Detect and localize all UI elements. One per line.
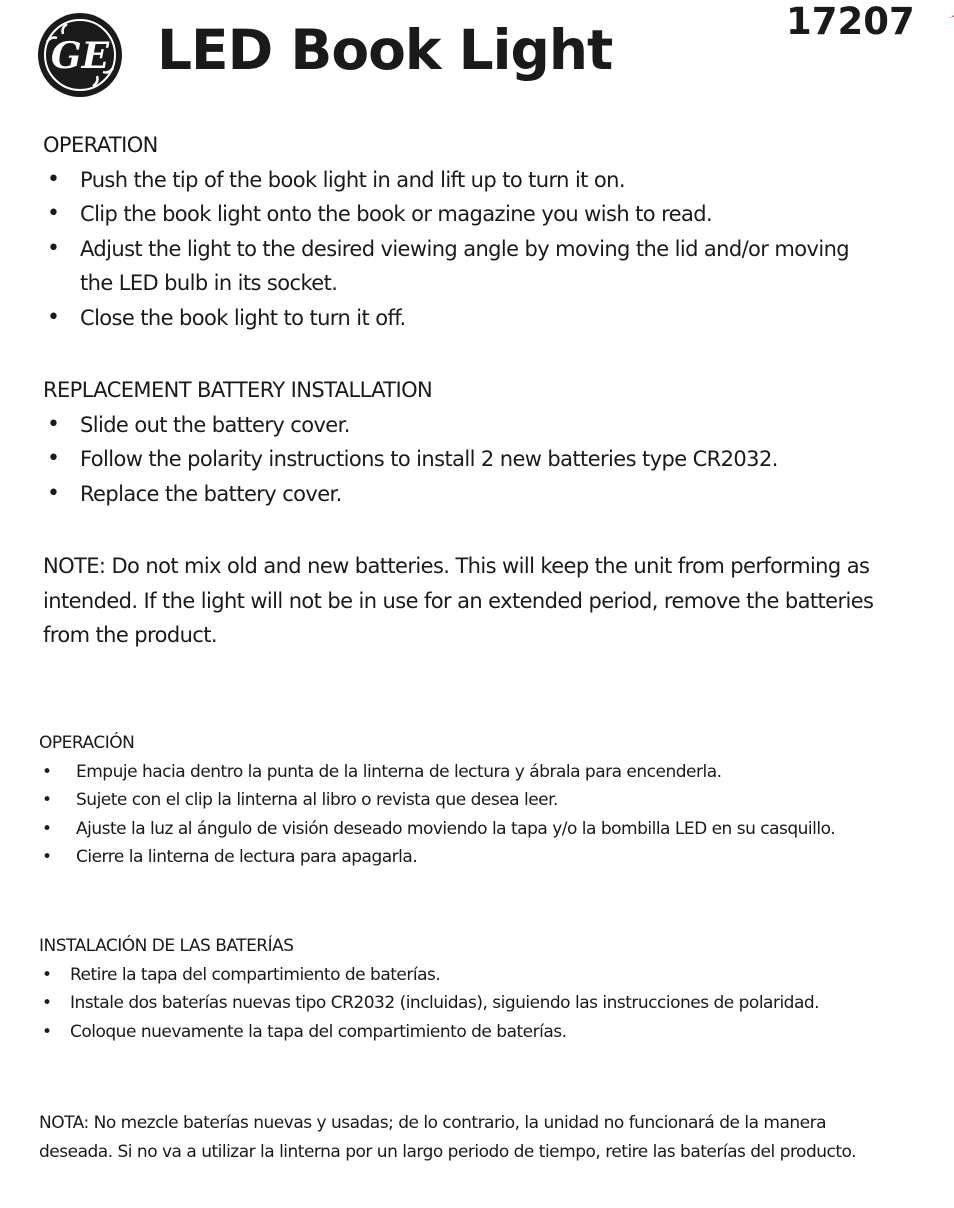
es-note-section bbox=[39, 1109, 884, 1166]
list-item: • Cierre la linterna de lectura para apagarla. bbox=[39, 843, 879, 872]
es-operation-heading: OPERACIÓN bbox=[39, 733, 135, 753]
bullet-icon: • bbox=[47, 235, 60, 261]
es-battery-section bbox=[39, 932, 879, 1046]
es-operation-section bbox=[39, 729, 879, 872]
ge-logo bbox=[37, 12, 123, 98]
bullet-icon: • bbox=[42, 790, 52, 810]
bullet-icon: • bbox=[47, 166, 60, 192]
bullet-icon: • bbox=[42, 761, 52, 782]
bullet-icon: • bbox=[47, 201, 60, 226]
list-item: • Sujete con el clip la linterna al libro o revista que desea leer. bbox=[39, 786, 879, 815]
bullet-icon: • bbox=[47, 480, 60, 506]
en-operation-section bbox=[43, 128, 923, 335]
ge-logo-text: GE bbox=[50, 35, 110, 77]
es-operation-list bbox=[39, 758, 879, 872]
en-operation-heading: OPERATION bbox=[43, 133, 158, 157]
bullet-icon: • bbox=[42, 964, 52, 985]
bullet-icon: • bbox=[42, 847, 52, 867]
list-item: • Instale dos baterías nuevas tipo CR2032 (incluidas), siguiendo las instrucciones de polaridad. bbox=[39, 989, 839, 1018]
list-item: • Follow the polarity instructions to install 2 new batteries type CR2032. bbox=[43, 442, 923, 477]
es-battery-heading: INSTALACIÓN DE LAS BATERÍAS bbox=[39, 936, 294, 956]
bullet-icon: • bbox=[47, 446, 60, 471]
list-item: • Ajuste la luz al ángulo de visión deseado moviendo la tapa y/o la bombilla LED en su casquillo. bbox=[39, 815, 869, 844]
en-note-text: NOTE: Do not mix old and new batteries. This will keep the unit from performing as intended. If the light will not be in use for an extended period, remove the batteries from the product. bbox=[43, 554, 874, 647]
list-item: • Empuje hacia dentro la punta de la linterna de lectura y ábrala para encenderla. bbox=[39, 758, 879, 787]
list-item: • Push the tip of the book light in and lift up to turn it on. bbox=[43, 163, 923, 198]
bullet-icon: • bbox=[42, 1021, 52, 1042]
en-note-section bbox=[43, 549, 893, 653]
list-item: • Replace the battery cover. bbox=[43, 477, 923, 512]
es-note-text: NOTA: No mezcle baterías nuevas y usadas; de lo contrario, la unidad no funcionará de la manera deseada. Si no va a utilizar la linterna por un largo periodo de tiempo, retire las baterías del producto. bbox=[39, 1113, 857, 1162]
es-battery-list bbox=[39, 961, 879, 1047]
en-battery-heading: REPLACEMENT BATTERY INSTALLATION bbox=[43, 378, 433, 402]
list-item: • Clip the book light onto the book or magazine you wish to read. bbox=[43, 197, 923, 232]
en-operation-list bbox=[43, 163, 923, 336]
bullet-icon: • bbox=[47, 304, 60, 330]
model-number: 17207 bbox=[786, 0, 915, 43]
page-edge-accent bbox=[945, 0, 954, 18]
list-item: • Adjust the light to the desired viewing angle by moving the lid and/or moving the LED bulb in its socket. bbox=[43, 232, 863, 301]
list-item: • Close the book light to turn it off. bbox=[43, 301, 923, 336]
bullet-icon: • bbox=[47, 411, 60, 437]
product-title: LED Book Light bbox=[157, 18, 613, 82]
bullet-icon: • bbox=[42, 993, 52, 1013]
en-battery-section bbox=[43, 373, 923, 511]
list-item: • Coloque nuevamente la tapa del compartimiento de baterías. bbox=[39, 1018, 879, 1047]
bullet-icon: • bbox=[42, 818, 52, 839]
list-item: • Slide out the battery cover. bbox=[43, 408, 923, 443]
en-battery-list bbox=[43, 408, 923, 512]
list-item: • Retire la tapa del compartimiento de baterías. bbox=[39, 961, 879, 990]
